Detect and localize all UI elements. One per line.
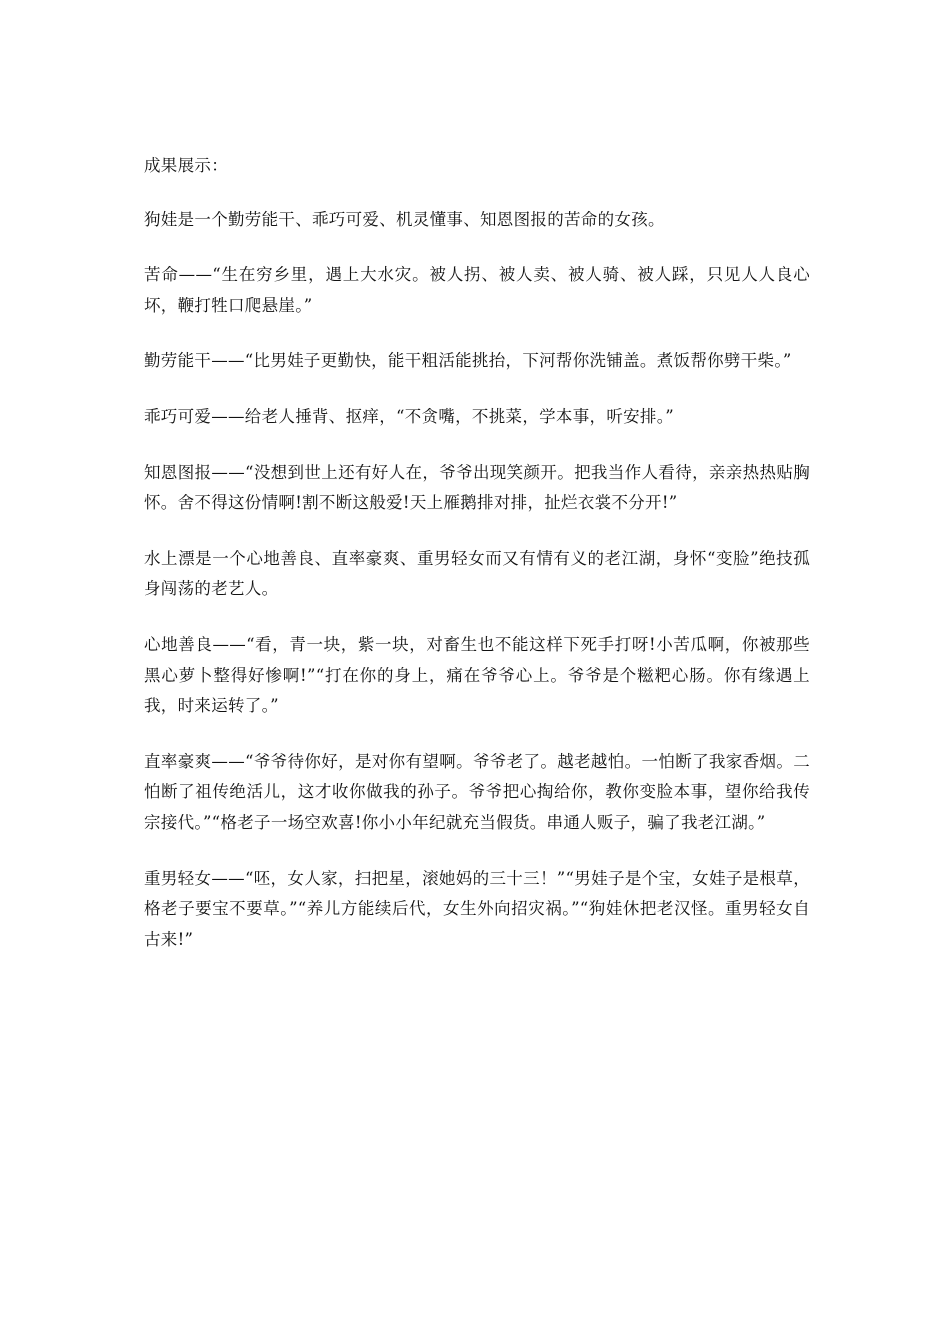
paragraph-qinlao: 勤劳能干——“比男娃子更勤快，能干粗活能挑抬，下河帮你洗铺盖。煮饭帮你劈干柴。” bbox=[144, 351, 792, 371]
paragraph-guaiqiao: 乖巧可爱——给老人捶背、抠痒，“不贪嘴，不挑菜，学本事，听安排。” bbox=[144, 406, 675, 426]
paragraph-kuming: 苦命——“生在穷乡里，遇上大水灾。被人拐、被人卖、被人骑、被人踩，只见人人良心坏，鞭打牲口爬悬崖。” bbox=[144, 265, 810, 315]
paragraph-shuishangpiao-intro: 水上漂是一个心地善良、直率豪爽、重男轻女而又有情有义的老江湖，身怀“变脸”绝技孤身闯荡的老艺人。 bbox=[144, 548, 810, 599]
document-page bbox=[144, 151, 810, 980]
paragraph-gouwa-intro: 狗娃是一个勤劳能干、乖巧可爱、机灵懂事、知恩图报的苦命的女孩。 bbox=[144, 209, 665, 229]
paragraph-xindi: 心地善良——“看，青一块，紫一块，对畜生也不能这样下死手打呀!小苦瓜啊，你被那些黑心萝卜整得好惨啊!”“打在你的身上，痛在爷爷心上。爷爷是个糍粑心肠。你有缘遇上我，时来运转了。” bbox=[144, 634, 810, 716]
paragraph-zhongnan: 重男轻女——“呸，女人家，扫把星，滚她妈的三十三！”“男娃子是个宝，女娃子是根草，格老子要宝不要草。”“养儿方能续后代，女生外向招灾祸。”“狗娃休把老汉怪。重男轻女自古来!” bbox=[144, 868, 810, 949]
section-heading: 成果展示： bbox=[144, 156, 228, 175]
paragraph-zhishuai: 直率豪爽——“爷爷待你好，是对你有望啊。爷爷老了。越老越怕。一怕断了我家香烟。二怕断了祖传绝活儿，这才收你做我的孙子。爷爷把心掏给你，教你变脸本事，望你给我传宗接代。”“格老子一场空欢喜!你小小年纪就充当假货。串通人贩子，骗了我老江湖。” bbox=[144, 751, 810, 832]
paragraph-zhien: 知恩图报——“没想到世上还有好人在，爷爷出现笑颜开。把我当作人看待，亲亲热热贴胸怀。舍不得这份情啊!割不断这般爱!天上雁鹅排对排，扯烂衣裳不分开!” bbox=[144, 462, 810, 513]
